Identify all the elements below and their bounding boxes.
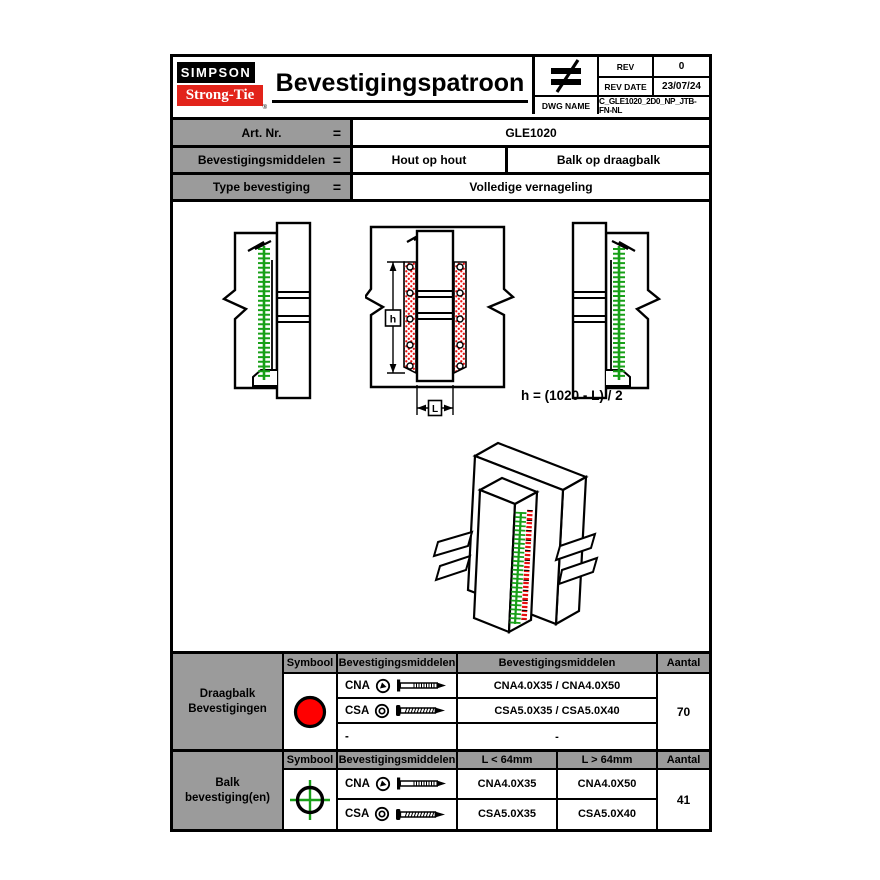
dim-l-label: L xyxy=(431,404,439,415)
fastener-row-csa: CSA xyxy=(338,800,458,830)
fastener-row-empty: - xyxy=(338,724,458,749)
logo-simpson: SIMPSON xyxy=(177,62,255,83)
col-header-symbool: Symbool xyxy=(284,752,338,770)
side-view-right-drawing xyxy=(535,220,665,402)
side-view-left-drawing xyxy=(218,220,348,402)
balk-row-label: Balk bevestiging(en) xyxy=(173,752,284,829)
type-label-cell: Type bevestiging = xyxy=(173,175,353,199)
col-header-middelen: Bevestigingsmiddelen xyxy=(338,752,458,770)
draagbalk-aantal-value: 70 xyxy=(658,674,709,749)
balk-symbol-cell xyxy=(284,770,338,829)
revision-block xyxy=(532,57,709,114)
middelen-value-right: Balk op draagbalk xyxy=(505,148,709,172)
screw-icon xyxy=(395,807,447,822)
col-header-l-large: L > 64mm xyxy=(558,752,658,770)
csa-large-value: CSA5.0X40 xyxy=(558,800,658,830)
type-value: Volledige vernageling xyxy=(469,180,593,194)
balk-aantal-value: 41 xyxy=(658,770,709,829)
nail-head-icon xyxy=(375,678,391,694)
art-nr-value: GLE1020 xyxy=(505,125,557,140)
spec-empty: - xyxy=(458,724,658,749)
art-nr-row xyxy=(173,117,709,145)
middelen-label-cell: Bevestigingsmiddelen = xyxy=(173,148,353,172)
ring-nail-icon xyxy=(396,776,448,791)
registered-mark: ® xyxy=(262,105,267,111)
spec-cna: CNA4.0X35 / CNA4.0X50 xyxy=(458,674,658,699)
middelen-value-left: Hout op hout xyxy=(391,153,467,167)
rev-date-label: REV DATE xyxy=(597,76,652,95)
height-formula: h = (1020 - L) / 2 xyxy=(521,388,623,403)
equals-sign: = xyxy=(332,152,341,168)
draagbalk-row-label: Draagbalk Bevestigingen xyxy=(173,654,284,749)
projection-symbol-cell xyxy=(535,57,597,95)
middelen-row xyxy=(173,145,709,172)
type-row xyxy=(173,172,709,199)
dwg-name-value: C_GLE1020_2D0_NP_JTB-FN-NL xyxy=(597,95,709,114)
post-front-face xyxy=(474,490,515,632)
sheet-frame xyxy=(170,54,712,832)
cna-large-value: CNA4.0X50 xyxy=(558,770,658,800)
screw-head-icon xyxy=(374,806,390,822)
cna-small-value: CNA4.0X35 xyxy=(458,770,558,800)
drawing-area xyxy=(173,199,709,651)
red-circle-symbol xyxy=(291,693,329,731)
col-header-aantal: Aantal xyxy=(658,654,709,674)
dwg-name-label: DWG NAME xyxy=(535,95,597,114)
col-header-l-small: L < 64mm xyxy=(458,752,558,770)
screw-head-icon xyxy=(374,703,390,719)
csa-small-value: CSA5.0X35 xyxy=(458,800,558,830)
rev-label: REV xyxy=(597,57,652,76)
title-block xyxy=(173,57,709,117)
draagbalk-symbol-cell xyxy=(284,674,338,749)
dim-h-label: h xyxy=(389,313,397,326)
fastener-row-cna: CNA xyxy=(338,770,458,800)
col-header-spec: Bevestigingsmiddelen xyxy=(458,654,658,674)
col-header-symbool: Symbool xyxy=(284,654,338,674)
simpson-strongtie-logo xyxy=(177,62,269,111)
draagbalk-table xyxy=(173,651,709,749)
col-header-aantal: Aantal xyxy=(658,752,709,770)
balk-table xyxy=(173,749,709,829)
logo-strongtie: Strong-Tie xyxy=(177,85,263,106)
front-view-drawing xyxy=(365,215,535,422)
nail-head-icon xyxy=(375,776,391,792)
crosshair-circle-symbol xyxy=(287,777,333,823)
equals-sign: = xyxy=(332,179,341,195)
col-header-middelen: Bevestigingsmiddelen xyxy=(338,654,458,674)
fastener-row-csa: CSA xyxy=(338,699,458,724)
not-equal-projection-icon xyxy=(544,59,588,93)
screw-icon xyxy=(395,703,447,718)
art-nr-label-cell: Art. Nr. = xyxy=(173,120,353,145)
equals-sign: = xyxy=(332,124,341,141)
ring-nail-icon xyxy=(396,678,448,693)
rev-value: 0 xyxy=(652,57,709,76)
isometric-view-drawing xyxy=(420,430,630,645)
rev-date-value: 23/07/24 xyxy=(652,76,709,95)
fastener-row-cna: CNA xyxy=(338,674,458,699)
sheet-title: Bevestigingspatroon xyxy=(269,57,531,114)
spec-csa: CSA5.0X35 / CSA5.0X40 xyxy=(458,699,658,724)
